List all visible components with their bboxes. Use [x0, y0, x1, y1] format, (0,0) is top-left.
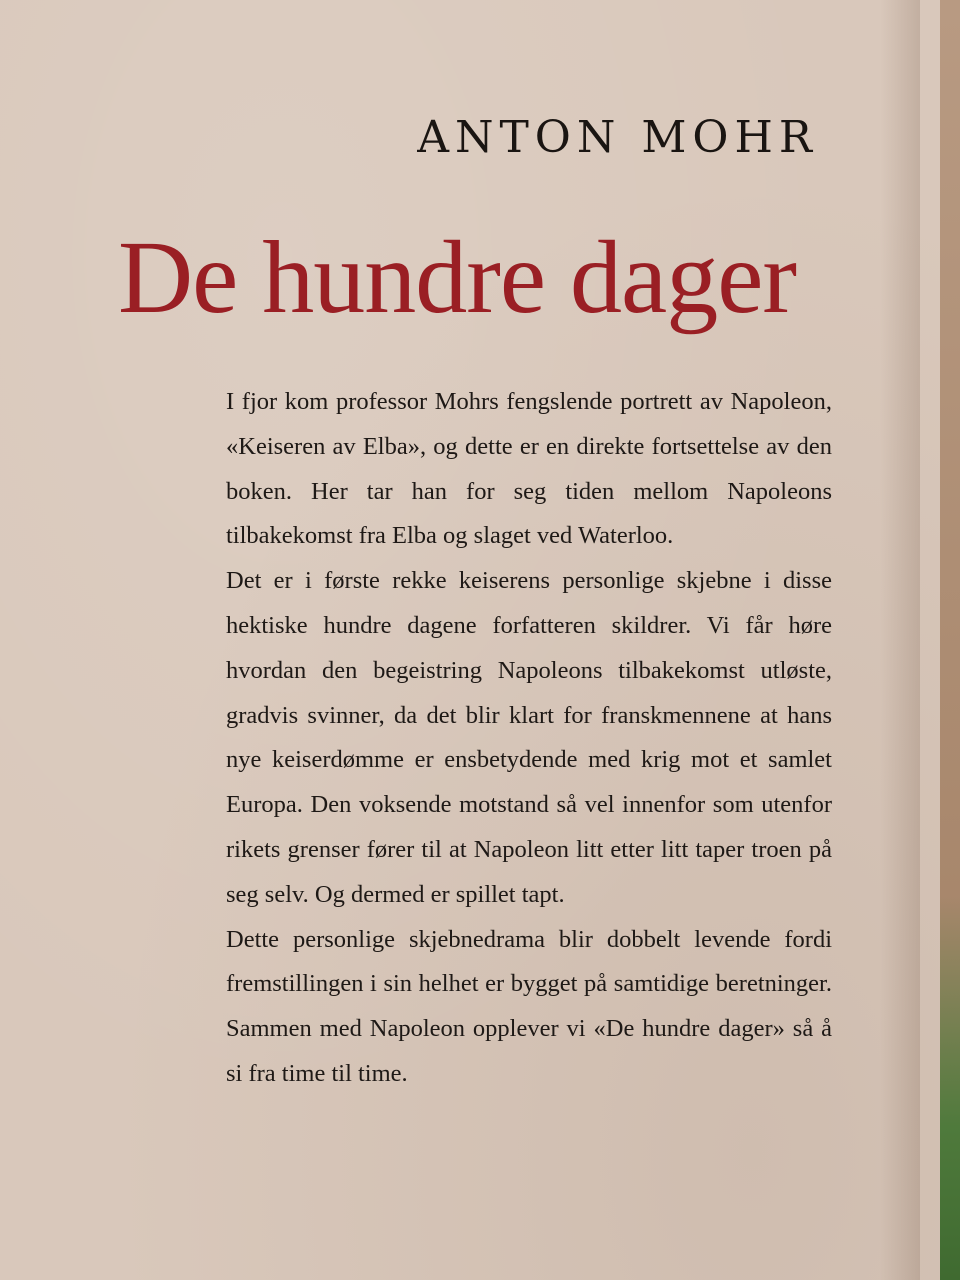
blurb-text — [226, 380, 832, 1097]
blurb-paragraph-2: Det er i første rekke keiserens personlige skjebne i disse hektiske hundre dagene forfatteren skildrer. Vi får høre hvordan den begeistring Napoleons tilbakekomst utløste, gradvis svinner, da det blir klart for franskmennene at hans nye keiserdømme er ensbetydende med krig mot et samlet Europa. Den voksende motstand så vel innenfor som utenfor rikets grenser fører til at Napoleon litt etter litt taper troen på seg selv. Og dermed er spillet tapt. — [226, 567, 832, 908]
background-edge — [940, 0, 960, 1280]
blurb-paragraph-1: I fjor kom professor Mohrs fengslende portrett av Napoleon, «Keiseren av Elba», og dette er en direkte fortsettelse av den boken. Her tar han for seg tiden mellom Napoleons tilbakekomst fra Elba og slaget ved Waterloo. — [226, 388, 832, 550]
author-name: ANTON MOHR — [417, 112, 818, 163]
page-edge-shadow — [880, 0, 920, 1280]
blurb-paragraph-3: Dette personlige skjebnedrama blir dobbelt levende fordi fremstillingen i sin helhet er bygget på samtidige beretninger. Sammen med Napoleon opplever vi «De hundre dager» så å si fra time til time. — [226, 925, 832, 1087]
book-title: De hundre dager — [118, 220, 797, 335]
